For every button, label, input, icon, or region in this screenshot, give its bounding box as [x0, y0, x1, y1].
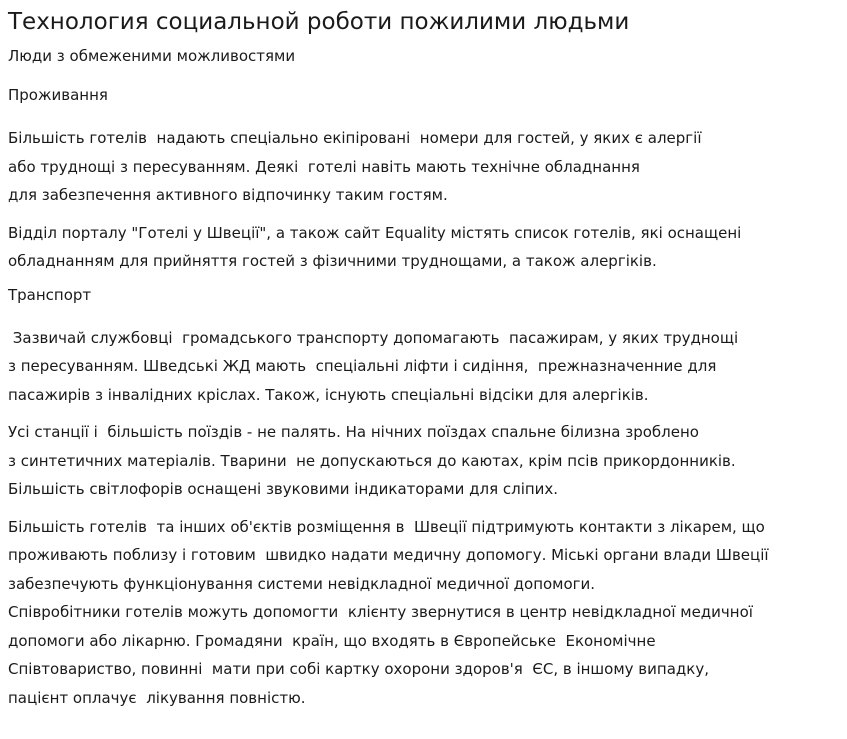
text-line: пасажирів з інвалідних кріслах. Також, існують спеціальні відсіки для алергіків.: [8, 385, 649, 404]
paragraph-hotel-portal: [8, 219, 839, 276]
paragraph-medical-help: [8, 513, 839, 713]
text-line: Усі станції і більшість поїздів - не палять. На нічних поїздах спальне білизна зроблено: [8, 423, 699, 441]
text-line: Зазвичай службовці громадського транспорту допомагають пасажирам, у яких труднощі: [8, 328, 739, 347]
text-line: допомоги або лікарню. Громадяни країн, що входять в Європейське Економічне: [8, 631, 656, 650]
text-line: пацієнт оплачує лікування повністю.: [8, 688, 306, 707]
text-line: проживають поблизу і готовим швидко надати медичну допомогу. Міські органи влади Швеції: [8, 546, 769, 564]
page-title: Технология социальной роботи пожилими людьми: [8, 9, 630, 35]
text-line: або труднощі з пересуванням. Деякі готелі навіть мають технічне обладнання: [8, 157, 640, 176]
paragraph-hotels-equipment: [8, 124, 839, 210]
section-heading-accommodation: Проживання: [8, 86, 108, 104]
paragraph-public-transport: [8, 324, 839, 410]
text-line: Відділ порталу "Готелі у Швеції", а також сайт Equality містять список готелів, які оснащені: [8, 223, 742, 242]
text-line: Співтовариство, повинні мати при собі картку охорони здоров'я ЄС, в іншому випадку,: [8, 660, 709, 678]
text-line: Співробітники готелів можуть допомогти клієнту звернутися в центр невідкладної медичної: [8, 603, 753, 621]
text-line: Більшість світлофорів оснащені звуковими індикаторами для сліпих.: [8, 480, 559, 498]
paragraph-stations-trains: [8, 418, 839, 504]
document-page: [0, 8, 847, 712]
text-line: для забезпечення активного відпочинку таким гостям.: [8, 186, 448, 204]
page-subtitle: Люди з обмеженими можливостями: [8, 47, 296, 65]
text-line: з синтетичних матеріалів. Тварини не допускаються до каютах, крім псів прикордонників.: [8, 451, 736, 470]
text-line: забезпечують функціонування системи невідкладної медичної допомоги.: [8, 574, 596, 593]
section-heading-transport: Транспорт: [8, 285, 92, 304]
text-line: обладнанням для прийняття гостей з фізичними труднощами, а також алергіків.: [8, 252, 657, 270]
text-line: з пересуванням. Шведські ЖД мають спеціальні ліфти і сидіння, прежназначенние для: [8, 357, 717, 375]
text-line: Більшість готелів надають спеціально екіпіровані номери для гостей, у яких є алергії: [8, 129, 702, 147]
text-line: Більшість готелів та інших об'єктів розміщення в Швеції підтримують контакти з лікарем, що: [8, 517, 765, 536]
